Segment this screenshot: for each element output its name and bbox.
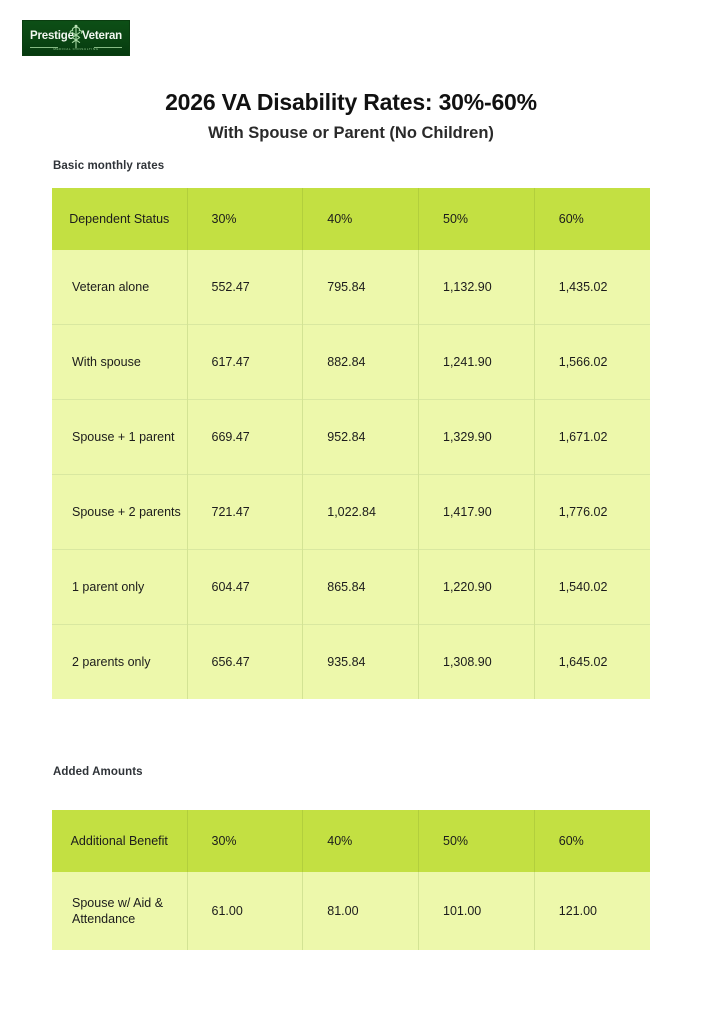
cell-status: 1 parent only bbox=[52, 550, 187, 625]
cell-rate-40: 795.84 bbox=[303, 250, 419, 325]
cell-rate-50: 101.00 bbox=[419, 872, 535, 950]
page-subtitle: With Spouse or Parent (No Children) bbox=[208, 123, 494, 142]
cell-status: 2 parents only bbox=[52, 625, 187, 700]
cell-rate-60: 1,566.02 bbox=[534, 325, 650, 400]
table-header-row bbox=[52, 810, 650, 872]
logo-word-right: Veteran bbox=[81, 30, 122, 42]
cell-rate-40: 865.84 bbox=[303, 550, 419, 625]
cell-rate-30: 669.47 bbox=[187, 400, 303, 475]
cell-rate-30: 617.47 bbox=[187, 325, 303, 400]
column-header-dependent-status: Dependent Status bbox=[52, 188, 187, 250]
cell-status: Veteran alone bbox=[52, 250, 187, 325]
table-row bbox=[52, 475, 650, 550]
basic-table-header bbox=[52, 188, 650, 250]
column-header-50: 50% bbox=[419, 810, 535, 872]
cell-status: Spouse + 1 parent bbox=[52, 400, 187, 475]
cell-rate-50: 1,308.90 bbox=[419, 625, 535, 700]
table-row bbox=[52, 625, 650, 700]
cell-rate-50: 1,329.90 bbox=[419, 400, 535, 475]
cell-rate-60: 1,645.02 bbox=[534, 625, 650, 700]
added-amounts-table bbox=[52, 810, 650, 950]
column-header-40: 40% bbox=[303, 188, 419, 250]
logo-inner bbox=[23, 21, 129, 55]
cell-rate-40: 81.00 bbox=[303, 872, 419, 950]
logo-word-left: Prestige bbox=[30, 30, 74, 42]
cell-rate-30: 721.47 bbox=[187, 475, 303, 550]
page-title: 2026 VA Disability Rates: 30%-60% bbox=[165, 89, 537, 116]
cell-rate-60: 1,435.02 bbox=[534, 250, 650, 325]
table-row bbox=[52, 325, 650, 400]
cell-rate-30: 552.47 bbox=[187, 250, 303, 325]
cell-rate-30: 656.47 bbox=[187, 625, 303, 700]
cell-rate-40: 935.84 bbox=[303, 625, 419, 700]
cell-rate-30: 61.00 bbox=[187, 872, 303, 950]
cell-rate-40: 1,022.84 bbox=[303, 475, 419, 550]
table-header-row bbox=[52, 188, 650, 250]
column-header-50: 50% bbox=[419, 188, 535, 250]
cell-rate-30: 604.47 bbox=[187, 550, 303, 625]
cell-rate-60: 121.00 bbox=[534, 872, 650, 950]
table-row bbox=[52, 400, 650, 475]
cell-rate-50: 1,241.90 bbox=[419, 325, 535, 400]
column-header-60: 60% bbox=[534, 810, 650, 872]
prestige-veteran-logo bbox=[22, 20, 130, 56]
table-row bbox=[52, 550, 650, 625]
table-row bbox=[52, 250, 650, 325]
cell-rate-50: 1,132.90 bbox=[419, 250, 535, 325]
cell-status: Spouse w/ Aid & Attendance bbox=[52, 872, 187, 950]
column-header-30: 30% bbox=[187, 810, 303, 872]
basic-table-body bbox=[52, 250, 650, 699]
basic-monthly-rates-table bbox=[52, 188, 650, 699]
cell-rate-50: 1,417.90 bbox=[419, 475, 535, 550]
cell-rate-60: 1,776.02 bbox=[534, 475, 650, 550]
added-table-header bbox=[52, 810, 650, 872]
logo-tagline: MEDICAL CONSULTING bbox=[53, 47, 99, 51]
cell-status: Spouse + 2 parents bbox=[52, 475, 187, 550]
cell-rate-60: 1,540.02 bbox=[534, 550, 650, 625]
table-row bbox=[52, 872, 650, 950]
column-header-60: 60% bbox=[534, 188, 650, 250]
column-header-additional-benefit: Additional Benefit bbox=[52, 810, 187, 872]
cell-rate-50: 1,220.90 bbox=[419, 550, 535, 625]
cell-rate-40: 882.84 bbox=[303, 325, 419, 400]
section-label-added-amounts: Added Amounts bbox=[53, 766, 143, 778]
cell-rate-60: 1,671.02 bbox=[534, 400, 650, 475]
added-table-body bbox=[52, 872, 650, 950]
section-label-basic-monthly-rates: Basic monthly rates bbox=[53, 160, 165, 172]
column-header-30: 30% bbox=[187, 188, 303, 250]
cell-rate-40: 952.84 bbox=[303, 400, 419, 475]
column-header-40: 40% bbox=[303, 810, 419, 872]
cell-status: With spouse bbox=[52, 325, 187, 400]
